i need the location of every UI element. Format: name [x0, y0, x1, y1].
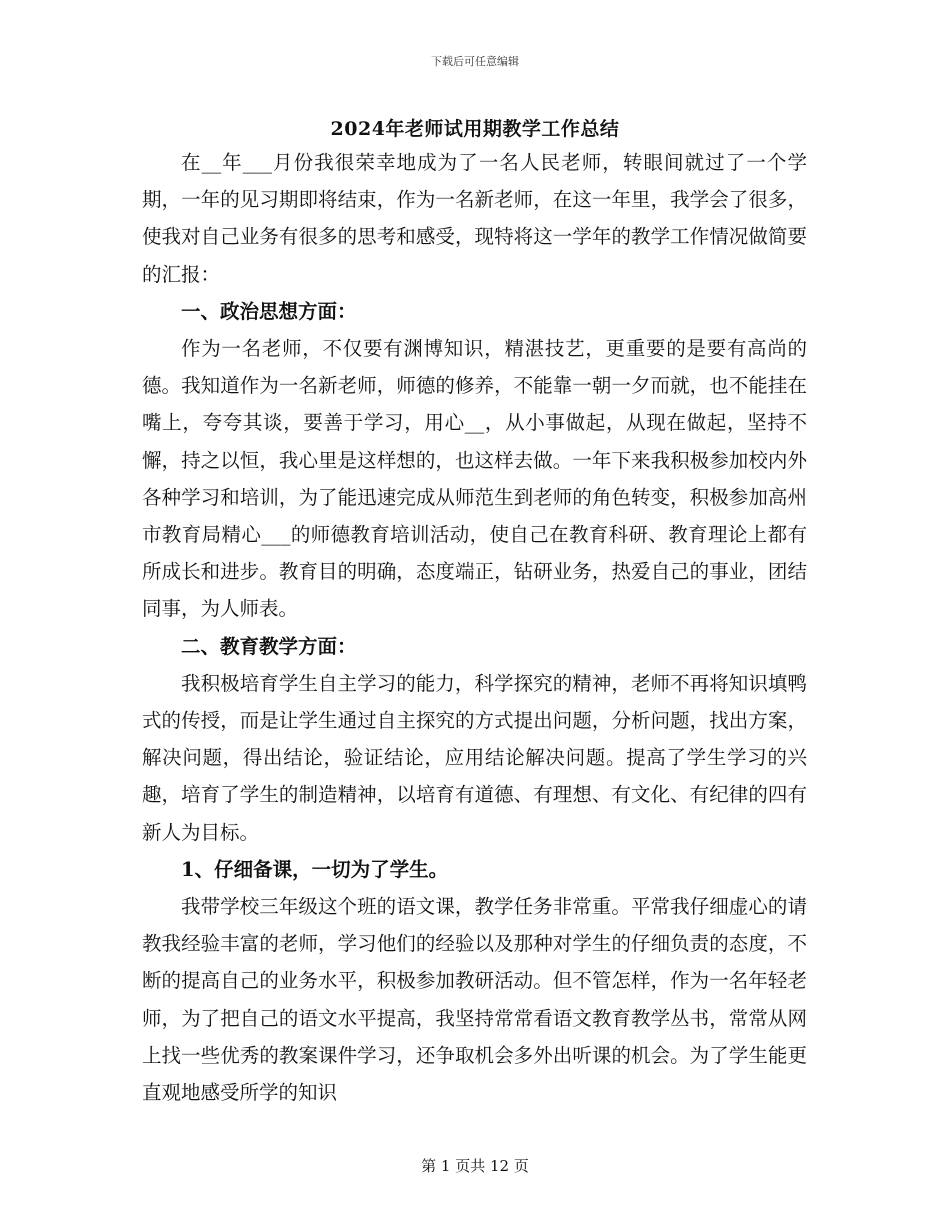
header-note: 下载后可任意编辑 [431, 55, 519, 68]
document-body [142, 144, 807, 1111]
paragraph-politics: 作为一名老师，不仅要有渊博知识，精湛技艺，更重要的是要有高尚的德。我知道作为一名新老师，师德的修养，不能靠一朝一夕而就，也不能挂在嘴上，夸夸其谈，要善于学习，用心__，从小事做起，从现在做起，坚持不懈，持之以恒，我心里是这样想的，也这样去做。一年下来我积极参加校内外各种学习和培训，为了能迅速完成从师范生到老师的角色转变，积极参加高州市教育局精心___的师德教育培训活动，使自己在教育科研、教育理论上都有所成长和进步。教育目的明确，态度端正，钻研业务，热爱自己的事业，团结同事，为人师表。 [142, 337, 807, 621]
document-title: 2024年老师试用期教学工作总结 [330, 118, 620, 140]
paragraph-teaching: 我积极培育学生自主学习的能力，科学探究的精神，老师不再将知识填鸭式的传授，而是让学生通过自主探究的方式提出问题，分析问题，找出方案，解决问题，得出结论，验证结论，应用结论解决问题。提高了学生学习的兴趣，培育了学生的制造精神，以培育有道德、有理想、有文化、有纪律的四有新人为目标。 [142, 671, 807, 844]
paragraph-lesson-prep: 我带学校三年级这个班的语文课，教学任务非常重。平常我仔细虚心的请教我经验丰富的老师，学习他们的经验以及那种对学生的仔细负责的态度，不断的提高自己的业务水平，积极参加教研活动。但不管怎样，作为一名年轻老师，为了把自己的语文水平提高，我坚持常常看语文教育教学丛书，常常从网上找一些优秀的教案课件学习，还争取机会多外出听课的机会。为了学生能更直观地感受所学的知识 [142, 895, 807, 1105]
subsection-heading-lesson-prep: 1、仔细备课，一切为了学生。 [181, 857, 449, 881]
paragraph-intro: 在__年___月份我很荣幸地成为了一名人民老师，转眼间就过了一个学期，一年的见习期即将结束，作为一名新老师，在这一年里，我学会了很多，使我对自己业务有很多的思考和感受，现特将这一学年的教学工作情况做简要的汇报： [142, 151, 807, 286]
section-heading-politics: 一、政治思想方面： [181, 299, 357, 323]
section-heading-teaching: 二、教育教学方面： [181, 634, 357, 658]
page-footer: 第 1 页共 12 页 [421, 1157, 529, 1175]
